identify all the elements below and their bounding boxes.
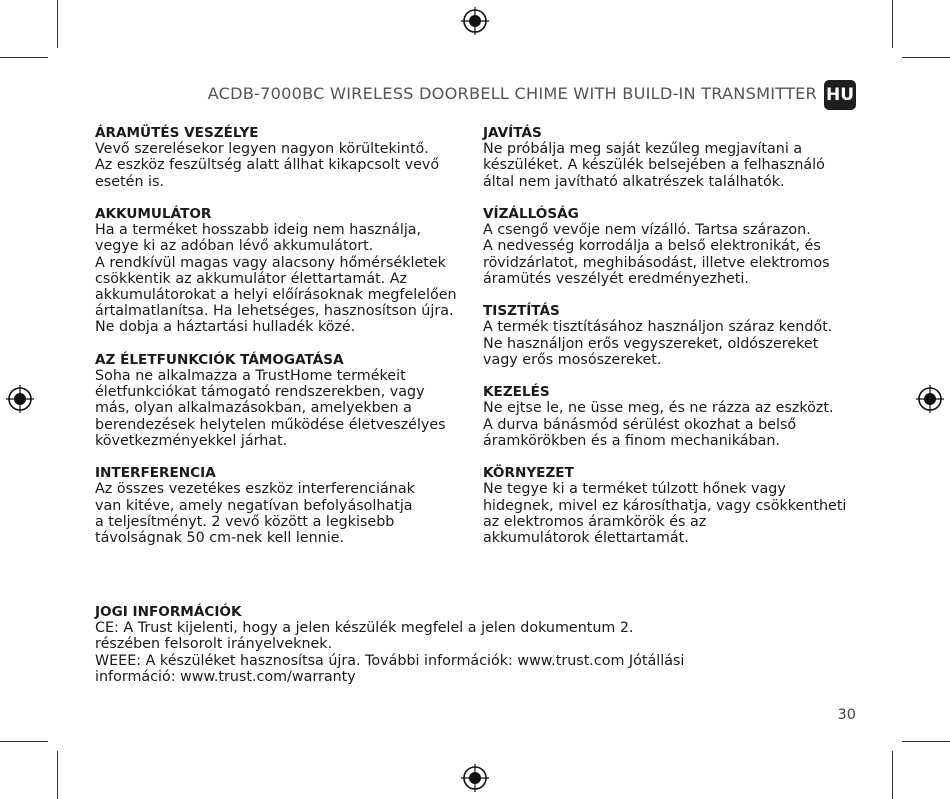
body-text-line: Ne tegye ki a terméket túlzott hőnek vagy xyxy=(483,481,786,498)
body-text-line: berendezések helytelen működése életveszélyes xyxy=(95,416,446,433)
body-text-line: áramütés veszélyét eredményezheti. xyxy=(483,270,749,287)
body-text-line: más, olyan alkalmazásokban, amelyekben a xyxy=(95,400,412,417)
body-text-line: Ne ejtse le, ne üsse meg, és ne rázza az eszközt. xyxy=(483,400,834,417)
body-text-line: hidegnek, mivel ez károsíthatja, vagy csökkentheti xyxy=(483,497,847,514)
body-text-line: WEEE: A készüléket hasznosítsa újra. További információk: www.trust.com Jótállási xyxy=(95,652,685,669)
body-text-line: Ha a terméket hosszabb ideig nem használja, xyxy=(95,222,422,239)
body-text-line: A nedvesség korrodálja a belső elektronikát, és xyxy=(483,238,821,255)
body-text-line: Vevő szerelésekor legyen nagyon körültekintő. xyxy=(95,141,429,158)
body-text-line: Ne dobja a háztartási hulladék közé. xyxy=(95,319,356,336)
text-section xyxy=(95,352,475,449)
page-header-title: ACDB-7000BC WIRELESS DOORBELL CHIME WITH BUILD-IN TRANSMITTER xyxy=(207,84,817,103)
crop-mark xyxy=(57,0,58,48)
body-text-line: készüléket. A készülék belsejében a felhasználó xyxy=(483,157,825,174)
registration-mark-icon xyxy=(460,763,490,793)
crop-mark xyxy=(902,57,950,58)
section-heading: KEZELÉS xyxy=(483,384,550,401)
body-text-line: a teljesítményt. 2 vevő között a legkisebb xyxy=(95,513,395,530)
body-text-line: távolságnak 50 cm-nek kell lennie. xyxy=(95,530,345,547)
body-text-line: A durva bánásmód sérülést okozhat a belső xyxy=(483,416,797,433)
body-text-line: rövidzárlatot, meghibásodást, illetve elektromos xyxy=(483,254,830,271)
body-text-line: részében felsorolt irányelveknek. xyxy=(95,636,333,653)
crop-mark xyxy=(57,751,58,799)
body-text-line: CE: A Trust kijelenti, hogy a jelen készülék megfelel a jelen dokumentum 2. xyxy=(95,620,634,637)
body-text-line: Az eszköz feszültség alatt állhat kikapcsolt vevő xyxy=(95,157,440,174)
crop-mark xyxy=(892,751,893,799)
body-text-line: vagy erős mosószereket. xyxy=(483,351,662,368)
section-heading: AKKUMULÁTOR xyxy=(95,206,212,222)
body-text-line: csökkentik az akkumulátor élettartamát. Az xyxy=(95,270,408,287)
text-section xyxy=(483,303,863,368)
registration-mark-icon xyxy=(460,6,490,36)
crop-mark xyxy=(892,0,893,48)
body-text-line: Ne használjon erős vegyszereket, oldószereket xyxy=(483,335,819,352)
section-heading: AZ ÉLETFUNKCIÓK TÁMOGATÁSA xyxy=(95,351,344,368)
crop-mark xyxy=(0,57,48,58)
crop-mark xyxy=(902,741,950,742)
text-section xyxy=(95,206,475,336)
body-text-line: áramkörökben és a finom mechanikában. xyxy=(483,432,780,449)
body-text-line: vegye ki az adóban lévő akkumulátort. xyxy=(95,238,374,255)
body-text-line: Az összes vezetékes eszköz interferenciának xyxy=(95,481,415,498)
section-heading: ÁRAMÜTÉS VESZÉLYE xyxy=(95,125,259,141)
text-section xyxy=(483,125,863,190)
body-text-line: van kitéve, amely negatívan befolyásolhatja xyxy=(95,497,413,514)
body-text-line: az elektromos áramkörök és az xyxy=(483,513,707,530)
body-text-line: életfunkciókat támogató rendszerekben, vagy xyxy=(95,384,425,401)
body-text-line: Ne próbálja meg saját kezűleg megjavítani a xyxy=(483,141,803,158)
body-text-line: A rendkívül magas vagy alacsony hőmérsékletek xyxy=(95,254,446,271)
body-text-line: Soha ne alkalmazza a TrustHome termékeit xyxy=(95,368,406,385)
section-heading: TISZTÍTÁS xyxy=(483,303,560,320)
section-heading: INTERFERENCIA xyxy=(95,465,216,482)
body-text-line: A csengő vevője nem vízálló. Tartsa szárazon. xyxy=(483,222,811,239)
body-text-line: következményekkel járhat. xyxy=(95,432,288,449)
text-section xyxy=(95,125,475,190)
text-section xyxy=(95,465,475,546)
body-text-line: A termék tisztításához használjon száraz kendőt. xyxy=(483,319,833,336)
body-text-line: ártalmatlanítsa. Ha lehetséges, hasznosítson újra. xyxy=(95,303,454,320)
section-heading: JOGI INFORMÁCIÓK xyxy=(95,604,242,620)
text-section xyxy=(483,384,863,449)
text-section xyxy=(483,206,863,287)
right-column xyxy=(483,125,863,562)
legal-information-section xyxy=(95,604,855,685)
body-text-line: akkumulátorok élettartamát. xyxy=(483,530,689,547)
body-text-line: által nem javítható alkatrészek találhatók. xyxy=(483,173,785,190)
body-text-line: információ: www.trust.com/warranty xyxy=(95,668,356,685)
registration-mark-icon xyxy=(5,384,35,414)
section-heading: KÖRNYEZET xyxy=(483,465,574,482)
text-section xyxy=(483,465,863,546)
crop-mark xyxy=(0,741,48,742)
language-badge: HU xyxy=(824,80,856,110)
section-heading: JAVÍTÁS xyxy=(483,125,542,141)
section-heading: VÍZÁLLÓSÁG xyxy=(483,206,579,222)
left-column xyxy=(95,125,475,562)
body-text-line: akkumulátorokat a helyi előírásoknak megfelelően xyxy=(95,287,457,304)
page-number: 30 xyxy=(837,707,856,723)
registration-mark-icon xyxy=(915,384,945,414)
body-text-line: esetén is. xyxy=(95,173,165,190)
